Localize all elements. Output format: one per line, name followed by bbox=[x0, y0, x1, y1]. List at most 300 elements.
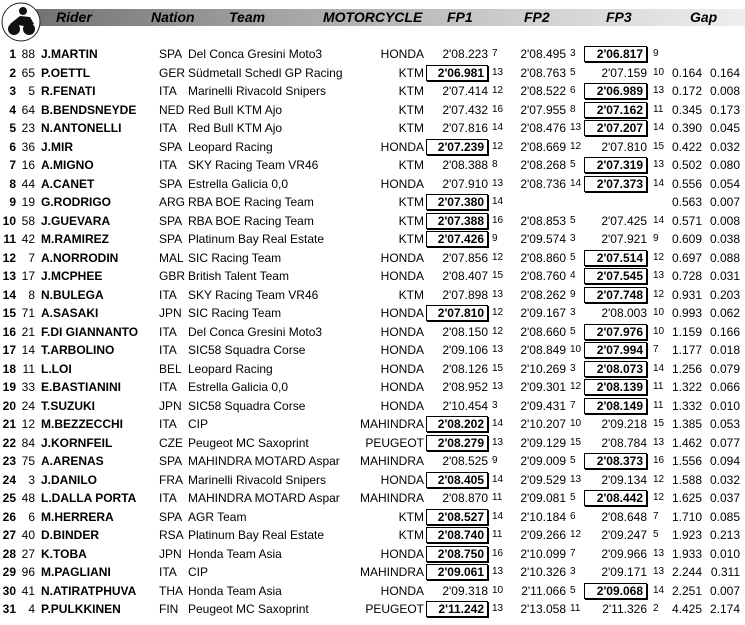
fp3-time: 2'08.373 bbox=[584, 453, 647, 469]
position: 1 bbox=[9, 47, 16, 61]
fp3-time: 2'09.134 bbox=[601, 472, 647, 487]
team-name: Red Bull KTM Ajo bbox=[188, 102, 283, 117]
gap-previous: 0.088 bbox=[709, 250, 740, 265]
header-fp3: FP3 bbox=[606, 9, 632, 25]
nation: ITA bbox=[159, 380, 177, 394]
motorcycle: KTM bbox=[398, 195, 424, 209]
fp3-laps: 13 bbox=[653, 566, 665, 577]
fp1-laps: 8 bbox=[492, 159, 498, 170]
fp2-time: 2'09.009 bbox=[520, 454, 566, 468]
fp1-time: 2'08.126 bbox=[442, 361, 488, 376]
fp2-laps: 3 bbox=[570, 233, 576, 244]
gap-previous: 0.085 bbox=[709, 509, 740, 524]
fp1-time: 2'10.454 bbox=[442, 398, 488, 413]
nation: SPA bbox=[159, 454, 183, 468]
table-row bbox=[0, 119, 745, 138]
rider-number: 27 bbox=[21, 546, 35, 561]
rider-name: L.LOI bbox=[41, 361, 72, 376]
motorcycle: HONDA bbox=[380, 306, 424, 320]
gap-previous: 0.032 bbox=[709, 139, 740, 154]
team-name: Leopard Racing bbox=[188, 361, 273, 376]
gap-previous: 0.037 bbox=[709, 491, 740, 505]
position: 8 bbox=[9, 176, 16, 191]
fp1-time: 2'08.870 bbox=[442, 491, 488, 505]
motorcycle-rider-icon bbox=[0, 2, 44, 42]
table-row bbox=[0, 286, 745, 305]
fp3-time: 2'07.545 bbox=[584, 268, 647, 284]
motorcycle: HONDA bbox=[380, 546, 424, 561]
team-name: RBA BOE Racing Team bbox=[188, 195, 314, 209]
team-name: SIC58 Squadra Corse bbox=[188, 398, 306, 413]
fp1-laps: 13 bbox=[492, 566, 504, 577]
table-row bbox=[0, 397, 745, 416]
fp3-laps: 7 bbox=[653, 344, 659, 355]
table-row bbox=[0, 101, 745, 120]
nation: ARG bbox=[159, 195, 186, 209]
team-name: Estrella Galicia 0,0 bbox=[188, 176, 289, 191]
nation: SPA bbox=[159, 47, 183, 61]
gap-previous: 0.008 bbox=[709, 84, 740, 98]
position: 16 bbox=[2, 324, 16, 339]
rider-number: 23 bbox=[21, 121, 35, 135]
nation: CZE bbox=[159, 435, 183, 450]
fp3-laps: 14 bbox=[653, 214, 665, 226]
rider-name: L.DALLA PORTA bbox=[41, 491, 137, 505]
rider-number: 84 bbox=[21, 435, 35, 450]
fp2-time: 2'09.167 bbox=[520, 306, 566, 320]
nation: SPA bbox=[159, 139, 183, 154]
fp3-time: 2'07.207 bbox=[584, 120, 647, 136]
rider-number: 42 bbox=[21, 232, 35, 246]
fp3-laps: 15 bbox=[653, 418, 665, 429]
fp2-time: 2'09.081 bbox=[520, 491, 566, 505]
team-name: SIC58 Squadra Corse bbox=[188, 343, 306, 357]
fp3-time: 2'07.162 bbox=[584, 102, 647, 118]
fp3-laps: 9 bbox=[653, 48, 659, 59]
fp1-time: 2'08.223 bbox=[442, 47, 488, 61]
fp1-laps: 14 bbox=[492, 196, 504, 207]
rider-number: 8 bbox=[28, 287, 35, 302]
team-name: Honda Team Asia bbox=[188, 546, 282, 561]
fp3-time: 2'08.073 bbox=[584, 361, 647, 377]
fp1-time: 2'07.432 bbox=[442, 102, 488, 117]
fp1-laps: 3 bbox=[492, 399, 498, 411]
motorcycle: MAHINDRA bbox=[359, 454, 424, 468]
position: 17 bbox=[2, 343, 16, 357]
fp3-laps: 15 bbox=[653, 140, 665, 152]
fp1-time: 2'08.150 bbox=[442, 324, 488, 339]
fp2-time: 2'10.099 bbox=[520, 546, 566, 561]
rider-number: 19 bbox=[21, 195, 35, 209]
fp3-laps: 13 bbox=[653, 270, 665, 281]
rider-number: 64 bbox=[21, 102, 35, 117]
position: 13 bbox=[2, 269, 16, 283]
table-row bbox=[0, 323, 745, 342]
fp2-time: 2'08.268 bbox=[520, 158, 566, 172]
fp3-laps: 11 bbox=[653, 103, 664, 115]
fp1-time: 2'08.527 bbox=[426, 509, 488, 525]
fp1-laps: 12 bbox=[492, 251, 504, 263]
gap-first: 1.256 bbox=[671, 361, 702, 376]
table-row bbox=[0, 526, 745, 545]
rider-name: E.BASTIANINI bbox=[41, 380, 122, 394]
nation: MAL bbox=[159, 250, 184, 265]
rider-number: 17 bbox=[21, 269, 35, 283]
gap-first: 0.728 bbox=[671, 269, 702, 283]
fp2-time: 2'08.763 bbox=[520, 65, 566, 80]
position: 6 bbox=[9, 139, 16, 154]
gap-first: 2.251 bbox=[671, 583, 702, 598]
fp2-laps: 5 bbox=[570, 325, 576, 337]
rider-name: J.DANILO bbox=[41, 472, 98, 487]
header-nation: Nation bbox=[151, 9, 195, 25]
fp2-time: 2'10.207 bbox=[520, 417, 566, 431]
gap-first: 1.710 bbox=[671, 509, 702, 524]
rider-number: 14 bbox=[21, 343, 35, 357]
fp2-laps: 13 bbox=[570, 473, 582, 485]
fp2-laps: 5 bbox=[570, 584, 576, 596]
position: 28 bbox=[2, 546, 16, 561]
nation: GER bbox=[159, 65, 186, 80]
gap-first: 1.332 bbox=[671, 398, 702, 413]
rider-number: 12 bbox=[21, 417, 35, 431]
team-name: SKY Racing Team VR46 bbox=[188, 158, 319, 172]
fp3-laps: 13 bbox=[653, 547, 665, 559]
fp2-laps: 13 bbox=[570, 122, 582, 133]
nation: JPN bbox=[159, 546, 182, 561]
gap-first: 1.322 bbox=[671, 380, 702, 394]
table-row bbox=[0, 508, 745, 527]
position: 15 bbox=[2, 306, 16, 320]
fp2-time: 2'09.431 bbox=[520, 398, 566, 413]
fp3-laps: 14 bbox=[653, 177, 665, 189]
rider-number: 48 bbox=[21, 491, 35, 505]
team-name: British Talent Team bbox=[188, 269, 289, 283]
fp1-laps: 12 bbox=[492, 140, 504, 152]
fp3-time: 2'07.425 bbox=[601, 213, 647, 228]
fp3-laps: 14 bbox=[653, 362, 665, 374]
motorcycle: KTM bbox=[398, 65, 424, 80]
gap-first: 0.345 bbox=[671, 102, 702, 117]
fp2-laps: 7 bbox=[570, 547, 576, 559]
gap-first: 1.556 bbox=[671, 454, 702, 468]
fp3-time: 2'09.218 bbox=[601, 417, 647, 431]
gap-previous: 0.080 bbox=[709, 158, 740, 172]
nation: SPA bbox=[159, 232, 183, 246]
fp2-time: 2'08.860 bbox=[520, 250, 566, 265]
fp3-time: 2'06.817 bbox=[584, 46, 647, 62]
fp2-time: 2'08.476 bbox=[520, 121, 566, 135]
fp3-time: 2'07.748 bbox=[584, 287, 647, 303]
gap-first: 0.993 bbox=[671, 306, 702, 320]
fp3-laps: 5 bbox=[653, 529, 659, 540]
fp1-laps: 16 bbox=[492, 214, 504, 226]
fp1-time: 2'07.810 bbox=[426, 305, 488, 321]
nation: ITA bbox=[159, 343, 177, 357]
gap-first: 0.164 bbox=[671, 65, 702, 80]
team-name: Del Conca Gresini Moto3 bbox=[188, 47, 323, 61]
fp2-laps: 3 bbox=[570, 48, 576, 59]
fp2-time: 2'09.529 bbox=[520, 472, 566, 487]
rider-number: 5 bbox=[28, 84, 35, 98]
fp3-laps: 12 bbox=[653, 473, 665, 485]
table-row bbox=[0, 175, 745, 194]
fp2-time: 2'08.495 bbox=[520, 47, 566, 61]
position: 14 bbox=[2, 287, 16, 302]
motorcycle: KTM bbox=[398, 158, 424, 172]
gap-first: 1.385 bbox=[671, 417, 702, 431]
fp1-laps: 14 bbox=[492, 473, 504, 485]
rider-name: M.PAGLIANI bbox=[41, 565, 111, 579]
fp1-laps: 13 bbox=[492, 344, 504, 355]
motorcycle: HONDA bbox=[380, 398, 424, 413]
fp2-laps: 12 bbox=[570, 529, 582, 540]
fp3-time: 2'07.514 bbox=[584, 250, 647, 266]
table-row bbox=[0, 452, 745, 471]
fp1-time: 2'11.242 bbox=[426, 601, 488, 617]
rider-number: 36 bbox=[21, 139, 35, 154]
fp1-time: 2'07.898 bbox=[442, 287, 488, 302]
gap-previous: 0.062 bbox=[709, 306, 740, 320]
team-name: Marinelli Rivacold Snipers bbox=[188, 472, 327, 487]
fp1-time: 2'08.388 bbox=[442, 158, 488, 172]
rider-number: 88 bbox=[21, 47, 35, 61]
table-row bbox=[0, 64, 745, 83]
position: 18 bbox=[2, 361, 16, 376]
fp1-time: 2'07.910 bbox=[442, 176, 488, 191]
table-row bbox=[0, 45, 745, 64]
fp1-laps: 14 bbox=[492, 418, 504, 429]
gap-previous: 0.079 bbox=[709, 361, 740, 376]
header-gap: Gap bbox=[690, 9, 718, 25]
table-row bbox=[0, 341, 745, 360]
fp3-laps: 11 bbox=[653, 381, 664, 392]
position: 30 bbox=[2, 583, 16, 598]
team-name: Estrella Galicia 0,0 bbox=[188, 380, 289, 394]
fp2-time: 2'08.849 bbox=[520, 343, 566, 357]
fp2-laps: 6 bbox=[570, 510, 576, 522]
fp2-laps: 5 bbox=[570, 492, 576, 503]
nation: FRA bbox=[159, 472, 183, 487]
fp1-time: 2'07.388 bbox=[426, 213, 488, 229]
table-row bbox=[0, 82, 745, 101]
fp1-time: 2'09.318 bbox=[442, 583, 488, 598]
rider-name: M.BEZZECCHI bbox=[41, 417, 123, 431]
rider-name: P.PULKKINEN bbox=[41, 602, 121, 616]
fp2-time: 2'09.574 bbox=[520, 232, 566, 246]
fp2-laps: 3 bbox=[570, 307, 576, 318]
motorcycle: HONDA bbox=[380, 380, 424, 394]
motorcycle: HONDA bbox=[380, 361, 424, 376]
gap-first: 1.462 bbox=[671, 435, 702, 450]
fp3-laps: 12 bbox=[653, 492, 665, 503]
nation: ITA bbox=[159, 417, 177, 431]
fp3-laps: 12 bbox=[653, 288, 665, 300]
table-row bbox=[0, 378, 745, 397]
gap-previous: 0.166 bbox=[709, 324, 740, 339]
nation: ITA bbox=[159, 491, 177, 505]
gap-first: 0.556 bbox=[671, 176, 702, 191]
table-row bbox=[0, 582, 745, 601]
fp3-laps: 2 bbox=[653, 603, 659, 614]
fp2-laps: 5 bbox=[570, 251, 576, 263]
motorcycle: HONDA bbox=[380, 176, 424, 191]
fp3-time: 2'07.373 bbox=[584, 176, 647, 192]
rider-name: J.KORNFEIL bbox=[41, 435, 113, 450]
motorcycle: PEUGEOT bbox=[365, 602, 424, 616]
rider-number: 3 bbox=[28, 472, 35, 487]
fp2-time: 2'10.269 bbox=[520, 361, 566, 376]
fp1-laps: 14 bbox=[492, 510, 504, 522]
fp1-laps: 13 bbox=[492, 381, 504, 392]
fp1-time: 2'06.981 bbox=[426, 65, 488, 81]
fp1-laps: 13 bbox=[492, 177, 504, 189]
fp2-time: 2'08.660 bbox=[520, 324, 566, 339]
position: 4 bbox=[9, 102, 16, 117]
table-row bbox=[0, 230, 745, 249]
motorcycle: HONDA bbox=[380, 250, 424, 265]
gap-previous: 0.031 bbox=[709, 269, 740, 283]
table-row bbox=[0, 138, 745, 157]
table-row bbox=[0, 545, 745, 564]
motorcycle: KTM bbox=[398, 121, 424, 135]
fp3-laps: 7 bbox=[653, 510, 659, 522]
rider-number: 7 bbox=[28, 250, 35, 265]
gap-first: 4.425 bbox=[671, 602, 702, 616]
position: 3 bbox=[9, 84, 16, 98]
fp3-laps: 16 bbox=[653, 455, 665, 466]
team-name: RBA BOE Racing Team bbox=[188, 213, 314, 228]
fp1-time: 2'07.380 bbox=[426, 194, 488, 210]
fp2-time: 2'08.736 bbox=[520, 176, 566, 191]
fp2-time: 2'08.853 bbox=[520, 213, 566, 228]
fp1-time: 2'08.952 bbox=[442, 380, 488, 394]
rider-name: B.BENDSNEYDE bbox=[41, 102, 137, 117]
table-row bbox=[0, 471, 745, 490]
team-name: MAHINDRA MOTARD Aspar bbox=[188, 454, 340, 468]
gap-previous: 0.203 bbox=[709, 287, 740, 302]
gap-first: 1.588 bbox=[671, 472, 702, 487]
nation: THA bbox=[159, 583, 183, 598]
nation: RSA bbox=[159, 528, 184, 542]
table-row bbox=[0, 489, 745, 508]
fp2-laps: 9 bbox=[570, 288, 576, 300]
gap-previous: 0.038 bbox=[709, 232, 740, 246]
rider-number: 44 bbox=[21, 176, 35, 191]
rider-name: A.ARENAS bbox=[41, 454, 104, 468]
fp1-time: 2'09.061 bbox=[426, 564, 488, 580]
rider-name: F.DI GIANNANTO bbox=[41, 324, 139, 339]
fp3-time: 2'07.921 bbox=[601, 232, 647, 246]
position: 12 bbox=[2, 250, 16, 265]
rider-name: D.BINDER bbox=[41, 528, 100, 542]
fp1-time: 2'09.106 bbox=[442, 343, 488, 357]
position: 23 bbox=[2, 454, 16, 468]
header-motorcycle: MOTORCYCLE bbox=[323, 9, 423, 25]
fp1-laps: 16 bbox=[492, 547, 504, 559]
gap-first: 0.422 bbox=[671, 139, 702, 154]
team-name: Platinum Bay Real Estate bbox=[188, 528, 325, 542]
fp2-time: 2'10.326 bbox=[520, 565, 566, 579]
table-row bbox=[0, 563, 745, 582]
motorcycle: KTM bbox=[398, 509, 424, 524]
position: 29 bbox=[2, 565, 16, 579]
rider-name: N.ATIRATPHUVA bbox=[41, 583, 137, 598]
position: 31 bbox=[2, 602, 16, 616]
position: 9 bbox=[9, 195, 16, 209]
team-name: Peugeot MC Saxoprint bbox=[188, 602, 309, 616]
position: 21 bbox=[2, 417, 16, 431]
rider-name: A.MIGNO bbox=[41, 158, 94, 172]
rider-number: 96 bbox=[21, 565, 35, 579]
fp2-time: 2'10.184 bbox=[520, 509, 566, 524]
nation: ITA bbox=[159, 565, 177, 579]
nation: SPA bbox=[159, 213, 183, 228]
results-header bbox=[0, 0, 745, 42]
position: 10 bbox=[2, 213, 16, 228]
results-table bbox=[0, 45, 745, 619]
team-name: CIP bbox=[188, 417, 209, 431]
nation: NED bbox=[159, 102, 185, 117]
rider-name: P.OETTL bbox=[41, 65, 91, 80]
fp1-laps: 12 bbox=[492, 307, 504, 318]
gap-previous: 0.008 bbox=[709, 213, 740, 228]
gap-first: 0.563 bbox=[671, 195, 702, 209]
rider-number: 65 bbox=[21, 65, 35, 80]
fp2-laps: 5 bbox=[570, 66, 576, 78]
fp3-time: 2'09.966 bbox=[601, 546, 647, 561]
table-row bbox=[0, 434, 745, 453]
rider-number: 58 bbox=[21, 213, 35, 228]
fp2-laps: 3 bbox=[570, 362, 576, 374]
rider-name: J.GUEVARA bbox=[41, 213, 111, 228]
motorcycle: MAHINDRA bbox=[359, 565, 424, 579]
fp3-laps: 13 bbox=[653, 85, 665, 96]
nation: JPN bbox=[159, 398, 182, 413]
header-fp2: FP2 bbox=[524, 9, 550, 25]
fp3-laps: 13 bbox=[653, 436, 665, 448]
motorcycle: MAHINDRA bbox=[359, 417, 424, 431]
fp2-laps: 12 bbox=[570, 381, 582, 392]
table-row bbox=[0, 360, 745, 379]
rider-number: 75 bbox=[21, 454, 35, 468]
motorcycle: MAHINDRA bbox=[359, 491, 424, 505]
nation: SPA bbox=[159, 176, 183, 191]
gap-first: 1.923 bbox=[671, 528, 702, 542]
fp3-time: 2'08.784 bbox=[601, 435, 647, 450]
fp2-laps: 5 bbox=[570, 159, 576, 170]
rider-number: 40 bbox=[21, 528, 35, 542]
fp2-laps: 10 bbox=[570, 418, 582, 429]
team-name: Leopard Racing bbox=[188, 139, 273, 154]
fp3-time: 2'07.159 bbox=[601, 65, 647, 80]
position: 25 bbox=[2, 491, 16, 505]
fp2-laps: 4 bbox=[570, 270, 576, 281]
position: 22 bbox=[2, 435, 16, 450]
table-row bbox=[0, 212, 745, 231]
fp3-time: 2'06.989 bbox=[584, 83, 647, 99]
header-rider: Rider bbox=[56, 9, 92, 25]
gap-previous: 0.045 bbox=[709, 121, 740, 135]
gap-first: 1.177 bbox=[671, 343, 702, 357]
fp1-laps: 13 bbox=[492, 436, 504, 448]
motorcycle: HONDA bbox=[380, 139, 424, 154]
position: 5 bbox=[9, 121, 16, 135]
fp3-time: 2'09.068 bbox=[584, 583, 647, 599]
rider-number: 16 bbox=[21, 158, 35, 172]
header-team: Team bbox=[229, 9, 266, 25]
fp2-laps: 10 bbox=[570, 344, 582, 355]
